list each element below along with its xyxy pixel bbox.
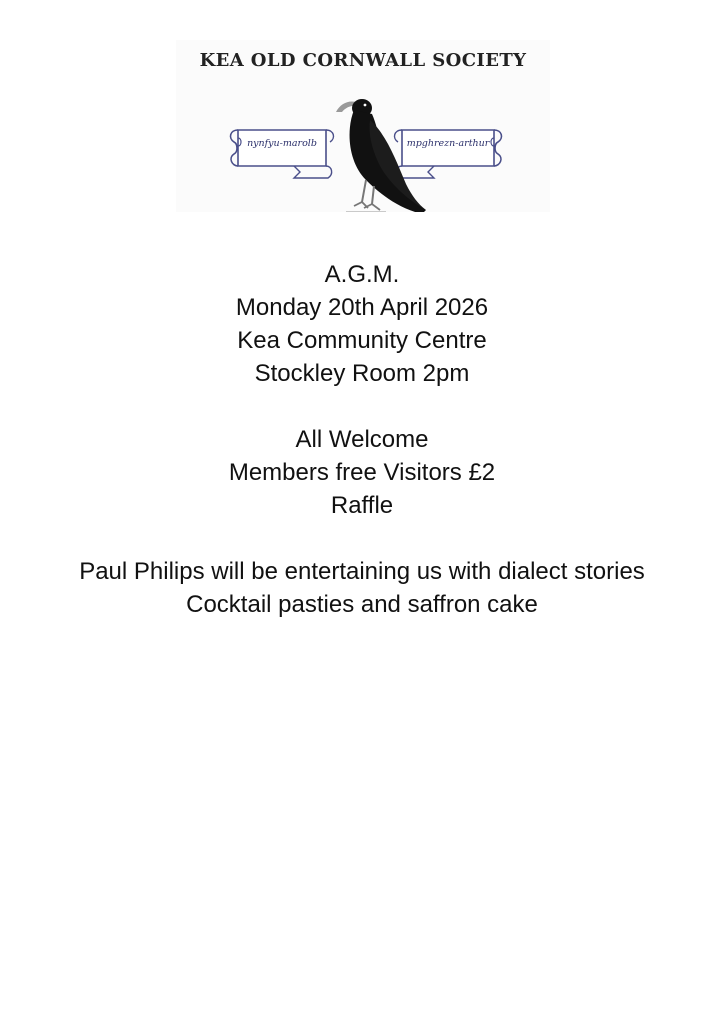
refreshments-text: Cocktail pasties and saffron cake [186, 591, 538, 618]
left-scroll-banner [231, 130, 334, 178]
event-venue: Kea Community Centre [237, 327, 487, 354]
right-banner-text: mpghrezn-arthur [406, 138, 490, 149]
event-date: Monday 20th April 2026 [235, 294, 489, 321]
entertainment-text: Paul Philips will be entertaining us with dialect stories [79, 558, 645, 585]
society-name: KEA OLD CORNWALL SOCIETY [199, 50, 527, 71]
logo-emblem [176, 80, 550, 212]
event-title: A.G.M. [324, 261, 400, 288]
raffle-text: Raffle [330, 492, 394, 519]
welcome-text: All Welcome [295, 426, 429, 453]
event-room-time: Stockley Room 2pm [254, 360, 470, 387]
left-banner-text: nynfyu-marolb [247, 138, 317, 149]
spacer [0, 390, 724, 423]
right-scroll-banner [395, 130, 502, 178]
event-notice [0, 258, 724, 621]
society-logo [176, 40, 550, 212]
spacer [0, 522, 724, 555]
admission-prices: Members free Visitors £2 [228, 459, 496, 486]
